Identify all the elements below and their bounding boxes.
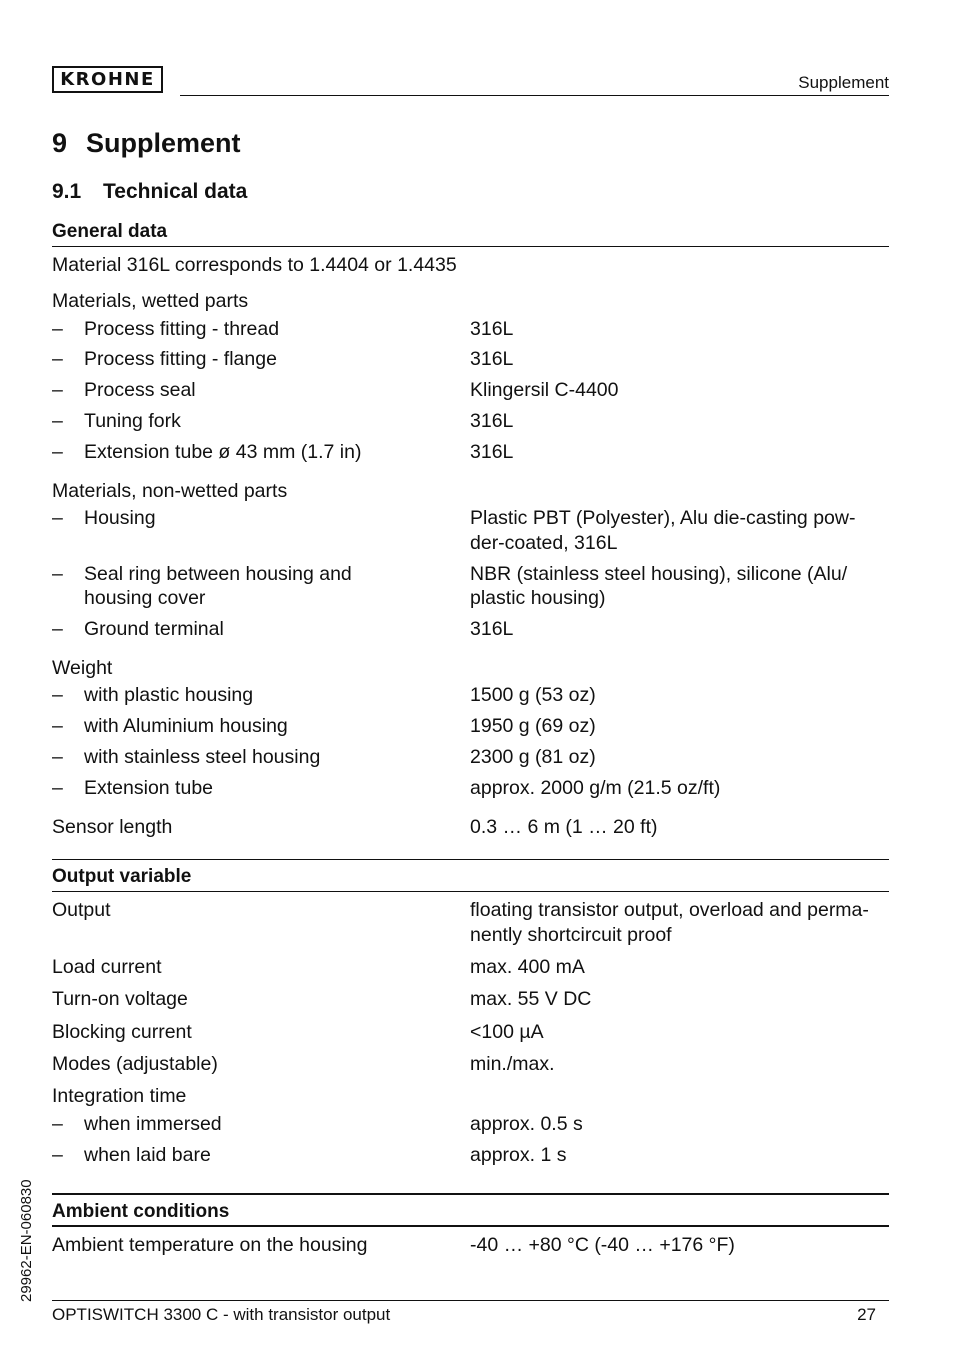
- krohne-logo: KROHNE: [52, 66, 163, 93]
- bullet-dash: –: [52, 563, 63, 585]
- output-variable-heading: Output variable: [52, 866, 192, 887]
- spec-label: Process seal: [84, 379, 196, 401]
- spec-label: Seal ring between housing and: [84, 563, 352, 585]
- spec-label: Tuning fork: [84, 410, 181, 432]
- spec-label: Load current: [52, 956, 162, 978]
- bullet-dash: –: [52, 379, 63, 401]
- spec-label: Ground terminal: [84, 618, 224, 640]
- section-number: 9.1: [52, 180, 82, 203]
- spec-value: max. 55 V DC: [470, 988, 592, 1010]
- bullet-dash: –: [52, 1113, 63, 1135]
- bullet-dash: –: [52, 715, 63, 737]
- spec-value: floating transistor output, overload and perma-: [470, 899, 869, 921]
- spec-label: with Aluminium housing: [84, 715, 288, 737]
- chapter-number: 9: [52, 128, 68, 158]
- spec-value: NBR (stainless steel housing), silicone (Alu/: [470, 563, 848, 585]
- material-note: Material 316L corresponds to 1.4404 or 1.4435: [52, 254, 457, 276]
- spec-value: 316L: [470, 348, 514, 370]
- spec-label: Extension tube: [84, 777, 214, 799]
- ambient-top-rule: [52, 1193, 889, 1195]
- bullet-dash: –: [52, 618, 63, 640]
- document-code: 29962-EN-060830: [18, 1179, 35, 1302]
- header-rule: [180, 95, 889, 96]
- output-variable-rule: [52, 891, 889, 892]
- spec-value-continued: der-coated, 316L: [470, 532, 618, 554]
- spec-value: 316L: [470, 318, 514, 340]
- bullet-dash: –: [52, 441, 63, 463]
- spec-label: with plastic housing: [84, 684, 254, 706]
- page-number: 27: [857, 1305, 876, 1324]
- bullet-dash: –: [52, 1144, 63, 1166]
- spec-label: Ambient temperature on the housing: [52, 1234, 368, 1256]
- spec-value: min./max.: [470, 1053, 555, 1075]
- spec-label: Process fitting - flange: [84, 348, 277, 370]
- general-data-heading: General data: [52, 221, 168, 242]
- spec-label: Blocking current: [52, 1021, 192, 1043]
- spec-label: with stainless steel housing: [84, 746, 321, 768]
- spec-value: 316L: [470, 410, 514, 432]
- footer-rule: [52, 1300, 889, 1301]
- spec-value: Klingersil C-4400: [470, 379, 619, 401]
- chapter-title: [52, 128, 241, 159]
- spec-label: Process fitting - thread: [84, 318, 280, 340]
- bullet-dash: –: [52, 507, 63, 529]
- spec-label: Housing: [84, 507, 156, 529]
- section-title-text: Technical data: [103, 180, 248, 203]
- spec-value: 1950 g (69 oz): [470, 715, 596, 737]
- spec-value: max. 400 mA: [470, 956, 585, 978]
- spec-label: Modes (adjustable): [52, 1053, 218, 1075]
- bullet-dash: –: [52, 410, 63, 432]
- spec-value-continued: nently shortcircuit proof: [470, 924, 672, 946]
- bullet-dash: –: [52, 746, 63, 768]
- integration-time-heading: Integration time: [52, 1085, 187, 1107]
- spec-value: approx. 1 s: [470, 1144, 567, 1166]
- weight-heading: Weight: [52, 657, 113, 679]
- bullet-dash: –: [52, 777, 63, 799]
- output-variable-top-rule: [52, 859, 889, 860]
- non-wetted-parts-heading: Materials, non-wetted parts: [52, 480, 288, 502]
- footer-document-title: OPTISWITCH 3300 C - with transistor output: [52, 1305, 391, 1324]
- spec-value: -40 … +80 °C (-40 … +176 °F): [470, 1234, 735, 1256]
- section-title: [52, 180, 247, 204]
- bullet-dash: –: [52, 348, 63, 370]
- spec-value: 316L: [470, 441, 514, 463]
- spec-value: 0.3 … 6 m (1 … 20 ft): [470, 816, 658, 838]
- chapter-title-text: Supplement: [86, 128, 241, 158]
- spec-label: Sensor length: [52, 816, 173, 838]
- wetted-parts-heading: Materials, wetted parts: [52, 290, 249, 312]
- spec-value: approx. 0.5 s: [470, 1113, 583, 1135]
- bullet-dash: –: [52, 684, 63, 706]
- spec-label: Extension tube ø 43 mm (1.7 in): [84, 441, 362, 463]
- spec-label: Turn-on voltage: [52, 988, 188, 1010]
- header-section-label: Supplement: [798, 73, 889, 92]
- spec-value: 316L: [470, 618, 514, 640]
- general-data-rule: [52, 246, 889, 247]
- bullet-dash: –: [52, 318, 63, 340]
- spec-value: approx. 2000 g/m (21.5 oz/ft): [470, 777, 721, 799]
- spec-value: 2300 g (81 oz): [470, 746, 596, 768]
- spec-value-continued: plastic housing): [470, 587, 606, 609]
- spec-value: Plastic PBT (Polyester), Alu die-casting pow-: [470, 507, 856, 529]
- ambient-rule: [52, 1225, 889, 1227]
- spec-label-continued: housing cover: [84, 587, 206, 609]
- spec-label: when immersed: [84, 1113, 222, 1135]
- spec-label: Output: [52, 899, 111, 921]
- ambient-conditions-heading: Ambient conditions: [52, 1201, 230, 1222]
- spec-label: when laid bare: [84, 1144, 211, 1166]
- spec-value: <100 µA: [470, 1021, 544, 1043]
- spec-value: 1500 g (53 oz): [470, 684, 596, 706]
